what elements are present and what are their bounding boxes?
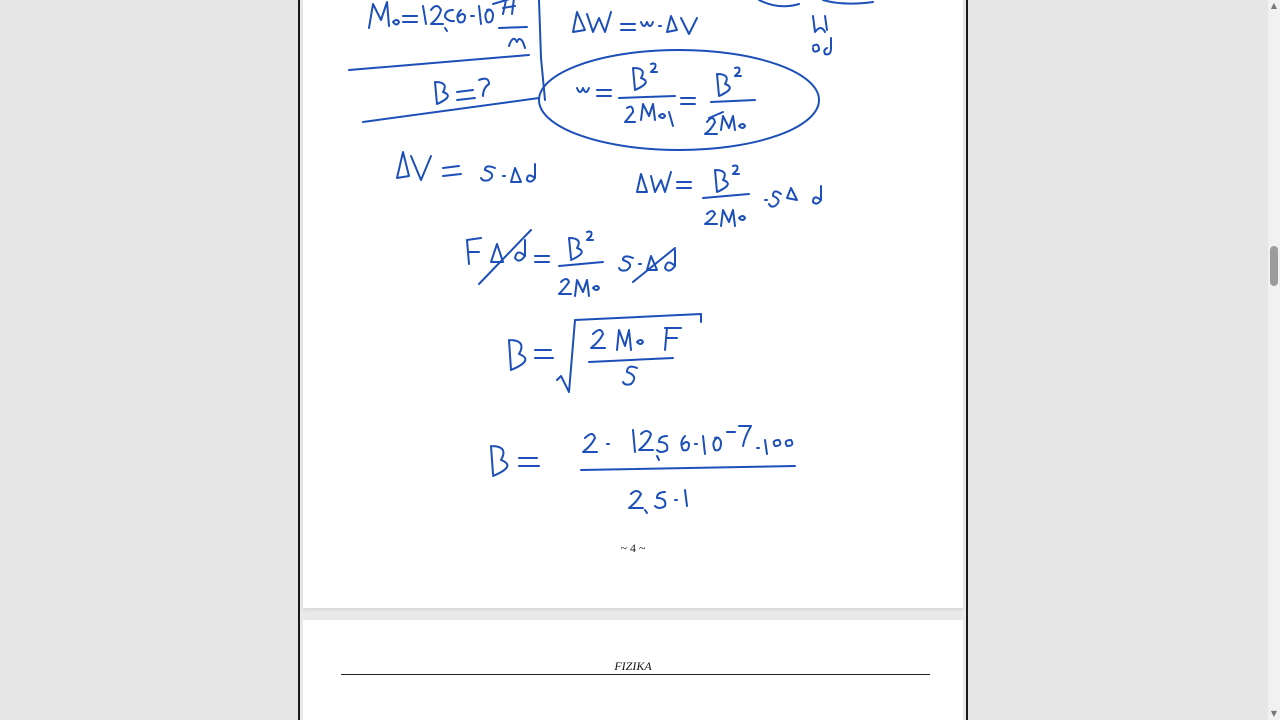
page-4: [303, 0, 963, 608]
page-header-title: FIZIKA: [614, 659, 652, 673]
triangle-down-icon[interactable]: ▼: [1270, 709, 1278, 718]
header-divider: [341, 674, 930, 675]
triangle-up-icon[interactable]: ▲: [1270, 1, 1278, 10]
page-number: ~ 4 ~: [620, 541, 646, 555]
vertical-scrollbar[interactable]: [1268, 0, 1280, 720]
handwritten-notes: [303, 0, 963, 608]
page-5: [303, 620, 963, 720]
scrollbar-thumb[interactable]: [1270, 246, 1278, 286]
